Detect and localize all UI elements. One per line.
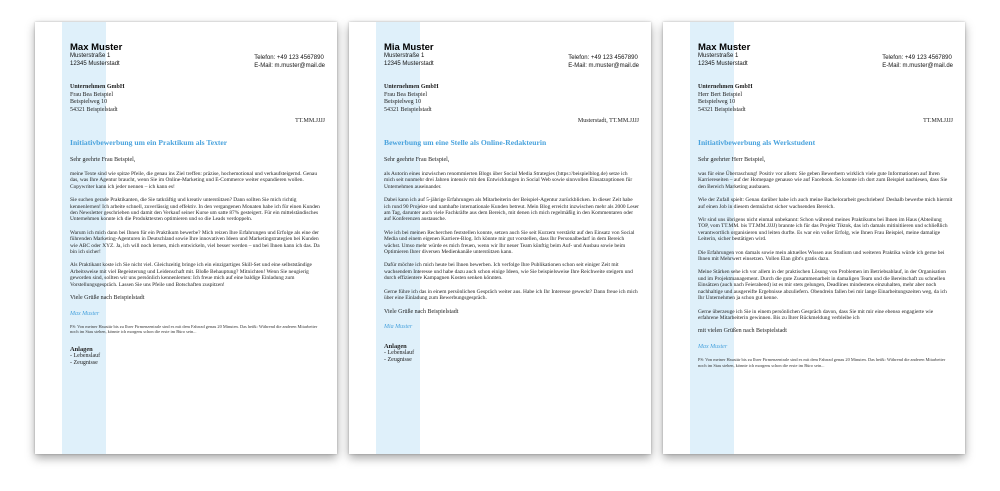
letter-closing: mit vielen Grüßen nach Beispielstadt — [698, 328, 787, 335]
sender-phone: Telefon: +49 123 4567890 — [254, 55, 324, 61]
recipient-city: 54321 Beispielstadt — [384, 106, 432, 113]
recipient-company: Unternehmen GmbH — [70, 84, 125, 90]
recipient-address — [70, 84, 325, 114]
recipient-person: Frau Bea Beispiel — [70, 91, 113, 98]
attachment-item: - Zeugnisse — [70, 360, 98, 367]
letter-date: TT.MM.JJJJ — [295, 118, 325, 124]
letter-subject: Bewerbung um eine Stelle als Online-Redakteurin — [384, 137, 547, 147]
sender-city: 12345 Musterstadt — [384, 60, 434, 67]
postscript: PS: Von meiner Haustür bis zu Ihrer Firmenzentrale sind es mit dem Fahrrad genau 20 Minuten. Das heißt: Während die anderen Mitarbeiter noch im Stau stehen, könnte ich morgens schon die erste im Büro sein... — [698, 357, 946, 368]
recipient-company: Unternehmen GmbH — [698, 84, 753, 90]
letter-content — [349, 22, 651, 454]
letter-closing: Viele Grüße nach Beispielstadt — [384, 308, 459, 315]
letter-subject: Initiativbewerbung um ein Praktikum als Texter — [70, 137, 228, 147]
letter-header — [698, 42, 953, 72]
sender-name: Max Muster — [698, 42, 751, 53]
recipient-address — [698, 84, 953, 114]
recipient-street: Beispielweg 10 — [384, 99, 422, 105]
sender-email: E-Mail: m.muster@mail.de — [254, 62, 325, 69]
letter-subject: Initiativbewerbung als Werkstudent — [698, 137, 816, 147]
recipient-company: Unternehmen GmbH — [384, 84, 439, 90]
sender-city: 12345 Musterstadt — [698, 60, 748, 67]
letter-paragraph: Als Praktikant koste ich Sie nicht viel. Gleichzeitig bringe ich ein einzigartiges Skill-Set und eine selbstständige Arbeitsweise mit viel Begeisterung und Leidenschaft mit. Bloße Behauptung? Mitnichten! Wenn Sie neugierig geworden sind, sollten wir uns persönlich kennenlernen: Ich freue mich auf eine baldige Einladung zum Vorstellungsgespräch. Lassen Sie uns Pfeile und Botschaften zuspitzen! — [70, 262, 312, 288]
postscript: PS: Von meiner Haustür bis zu Ihrer Firmenzentrale sind es mit dem Fahrrad genau 20 Minuten. Das heißt: Während die anderen Mitarbeiter noch im Stau stehen, könnte ich morgens schon die erste im Büro sein... — [70, 324, 318, 335]
letter-salutation: Sehr geehrte Frau Beispiel, — [384, 156, 450, 163]
sender-email: E-Mail: m.muster@mail.de — [882, 62, 953, 69]
recipient-street: Beispielweg 10 — [698, 99, 736, 105]
sender-street: Musterstraße 1 — [698, 53, 739, 59]
letter-paragraph: Dafür möchte ich mich heute bei Ihnen bewerben. Ich verfolge Ihre Publikationen schon seit einiger Zeit mit wachsendem Interesse und habe dazu auch schon einige Ideen, wie Sie beispielsweise Ihre Reichweite steigern und durch effizientere Kampagnen Kosten senken könnten. — [384, 262, 633, 282]
letter-salutation: Sehr geehrter Herr Beispiel, — [698, 156, 766, 163]
letter-page-2 — [349, 22, 651, 454]
letter-paragraph: Die Erfahrungen von damals sowie mein aktuelles Wissen aus Studium und weiteren Praktika würde ich gerne bei Ihnen mit Mehrwert einsetzen. Vollen Elan gibt's gratis dazu. — [698, 249, 945, 263]
letter-closing: Viele Grüße nach Beispielstadt — [70, 295, 145, 302]
sender-contact — [568, 55, 639, 70]
letter-header — [70, 42, 325, 72]
recipient-street: Beispielweg 10 — [70, 99, 108, 105]
letter-paragraph: als Autorin eines inzwischen renommierten Blogs über Social Media Strategies (https://beispielblog.de) setze ich mich seit nunmehr drei Jahren intensiv mit den Entwicklungen in Social Web sowie sinnvollen Einsatzoptionen für Unternehmen auseinander. — [384, 171, 633, 190]
sender-street: Musterstraße 1 — [70, 53, 111, 59]
sender-phone: Telefon: +49 123 4567890 — [882, 55, 952, 61]
letter-signature: Mia Muster — [384, 324, 413, 330]
sender-contact — [882, 55, 953, 70]
letter-page-1 — [35, 22, 337, 454]
letter-paragraph: Dabei kann ich auf 5-jährige Erfahrungen als Mitarbeiterin der Beispiel-Agentur zurückblicken. In dieser Zeit habe ich rund 90 Projekte und namhafte internationale Kunden betreut. Mein Blog erreicht inzwischen mehr als 2000 Leser am Tag, darunter auch viele Fachkräfte aus dem Bereich, mit denen ich mich regelmäßig in den Kommentaren oder auf Konferenzen austausche. — [384, 197, 639, 223]
sender-email: E-Mail: m.muster@mail.de — [568, 62, 639, 69]
sender-city: 12345 Musterstadt — [70, 60, 120, 67]
letter-paragraph: Warum ich mich dann bei Ihnen für ein Praktikum bewerbe? Mich reizen Ihre Erfahrungen und Erfolge als eine der führenden Marketing-Agenturen in Deutschland sowie Ihre innovativen Ideen und Marketingstrategien bei Kunden wie ABC oder XYZ. Ja, ich will noch lernen, mich entwickeln, viel besser werden – und bei Ihnen kann ich das. Da bin ich sicher! — [70, 229, 320, 256]
letter-paragraph: Gerne überzeuge ich Sie in einem persönlichen Gespräch davon, dass Sie mit mir eine ebenso engagierte wie erfahrene Mitarbeiterin gewinnen. Bis zu Ihrer Rückmeldung verbleibe ich — [698, 308, 934, 321]
letter-paragraph: Gerne führe ich das in einem persönlichen Gespräch weiter aus. Habe ich Ihr Interesse geweckt? Dann freue ich mich über eine Einladung zum Bewerbungsgespräch. — [384, 288, 638, 302]
attachment-item: - Lebenslauf — [70, 353, 101, 360]
letter-date: Musterstadt, TT.MM.JJJJ — [577, 118, 639, 124]
sender-name: Mia Muster — [384, 42, 434, 53]
letter-page-3 — [663, 22, 965, 454]
recipient-city: 54321 Beispielstadt — [70, 106, 118, 113]
recipient-address — [384, 84, 639, 114]
letter-signature: Max Muster — [70, 310, 100, 317]
letter-content — [35, 22, 337, 454]
letter-paragraph: meine Texte sind wie spitze Pfeile, die genau ins Ziel treffen: präzise, hochemotional und verkaufsteigernd. Genau das, was Ihre Agentur braucht, wenn Sie im Online-Marketing und E-Commerce weiter expandieren wollen. Copywriter kann ich jeder nennen – ich kann es! — [70, 171, 318, 190]
attachments-title: Anlagen — [70, 345, 93, 353]
letter-signature: Max Muster — [698, 343, 728, 350]
sender-name: Max Muster — [70, 42, 123, 53]
letter-paragraph: Wir sind uns übrigens nicht einmal unbekannt: Schon während meines Praktikums bei Ihnen im Haus (Abteilung TOP, vom TT.MM. bis TT.MM.JJJJ) brannte ich für das Projekt Tiktok, das ich damals mitinitiieren und schließlich verantwortlich organisieren und leiten durfte. Es war ein voller Erfolg, wie Ihnen Frau Beispiel, meine damalige Leiterin, sicher bestätigen wird. — [698, 217, 948, 243]
attachment-item: - Zeugnisse — [384, 357, 412, 364]
letter-paragraph: Wie der Zufall spielt: Genau darüber habe ich auch meine Bachelorarbeit geschrieben! Deshalb bewerbe mich hiermit auf einen Job in diesem demnächst sicher wachsenden Bereich. — [698, 197, 953, 210]
recipient-city: 54321 Beispielstadt — [698, 106, 746, 113]
letter-salutation: Sehr geehrte Frau Beispiel, — [70, 156, 136, 163]
sender-phone: Telefon: +49 123 4567890 — [568, 55, 638, 61]
letter-date: TT.MM.JJJJ — [923, 118, 953, 124]
recipient-person: Frau Bea Beispiel — [384, 91, 427, 98]
letter-paragraph: Sie suchen gerade Praktikanten, die Sie tatkräftig und kreativ unterstützen? Dann sollten Sie mich richtig kennenlernen! Ich arbeite schnell, zuverlässig und effektiv. In den vergangenen Monaten habe ich für einen Kunden den Newsletter geschrieben und damit den Verkauf seiner Kurse um satte 87% gesteigert. Für ein mittelständisches Unternehmen konnte ich die Produkttexten optimieren und so die Leads verdoppeln. — [70, 197, 320, 223]
attachments-title: Anlagen — [384, 342, 407, 350]
sender-contact — [254, 55, 325, 70]
attachment-item: - Lebenslauf — [384, 350, 415, 356]
letter-paragraph: Meine Stärken sehe ich vor allem in der praktischen Lösung von Problemen im Betriebsablauf, in der Organisation und im Projektmanagement. Durch die gute Zusammenarbeit in damaligen Team und die Bereitschaft zu schnellen Einsätzen (auch nach Feierabend) ist es mir stets gelungen, Deadlines mindestens einzuhalten, mehr aber noch nachhaltige und ausgereifte Ergebnisse abzuliefern. Obendrein fallen bei mir lange Einarbeitungszeiten weg, da ich Ihr Unternehmen ja schon gut kenne. — [698, 269, 947, 302]
letter-header — [384, 42, 639, 72]
letter-paragraph: Wie ich bei meinen Recherchen feststellen konnte, setzen auch Sie seit Kurzem verstärkt auf den Einsatz von Social Media und einem eigenen Karriere-Blog. Ich könnte mir gut vorstellen, dass Ihr Personalbedarf in dem Bereich wächst. Umso mehr würde es mich freuen, wenn wir Ihr neuer Team künftig beim Auf- und Ausbau sowie beim Optimieren Ihrer diversen Medienkanäle unterstützen kann. — [384, 229, 635, 256]
letter-paragraph: was für eine Überraschung! Positiv vor allem: Sie geben Bewerbern wirklich viele gute Informationen auf Ihren Karriereseiten – auf der Homepage genauso wie auf Facebook. So konnte ich dort zum Beispiel nachlesen, dass Sie den Bereich Marketing ausbauen. — [698, 171, 948, 190]
recipient-person: Herr Bert Beispiel — [698, 91, 742, 98]
letter-content — [663, 22, 965, 454]
sender-street: Musterstraße 1 — [384, 53, 425, 59]
